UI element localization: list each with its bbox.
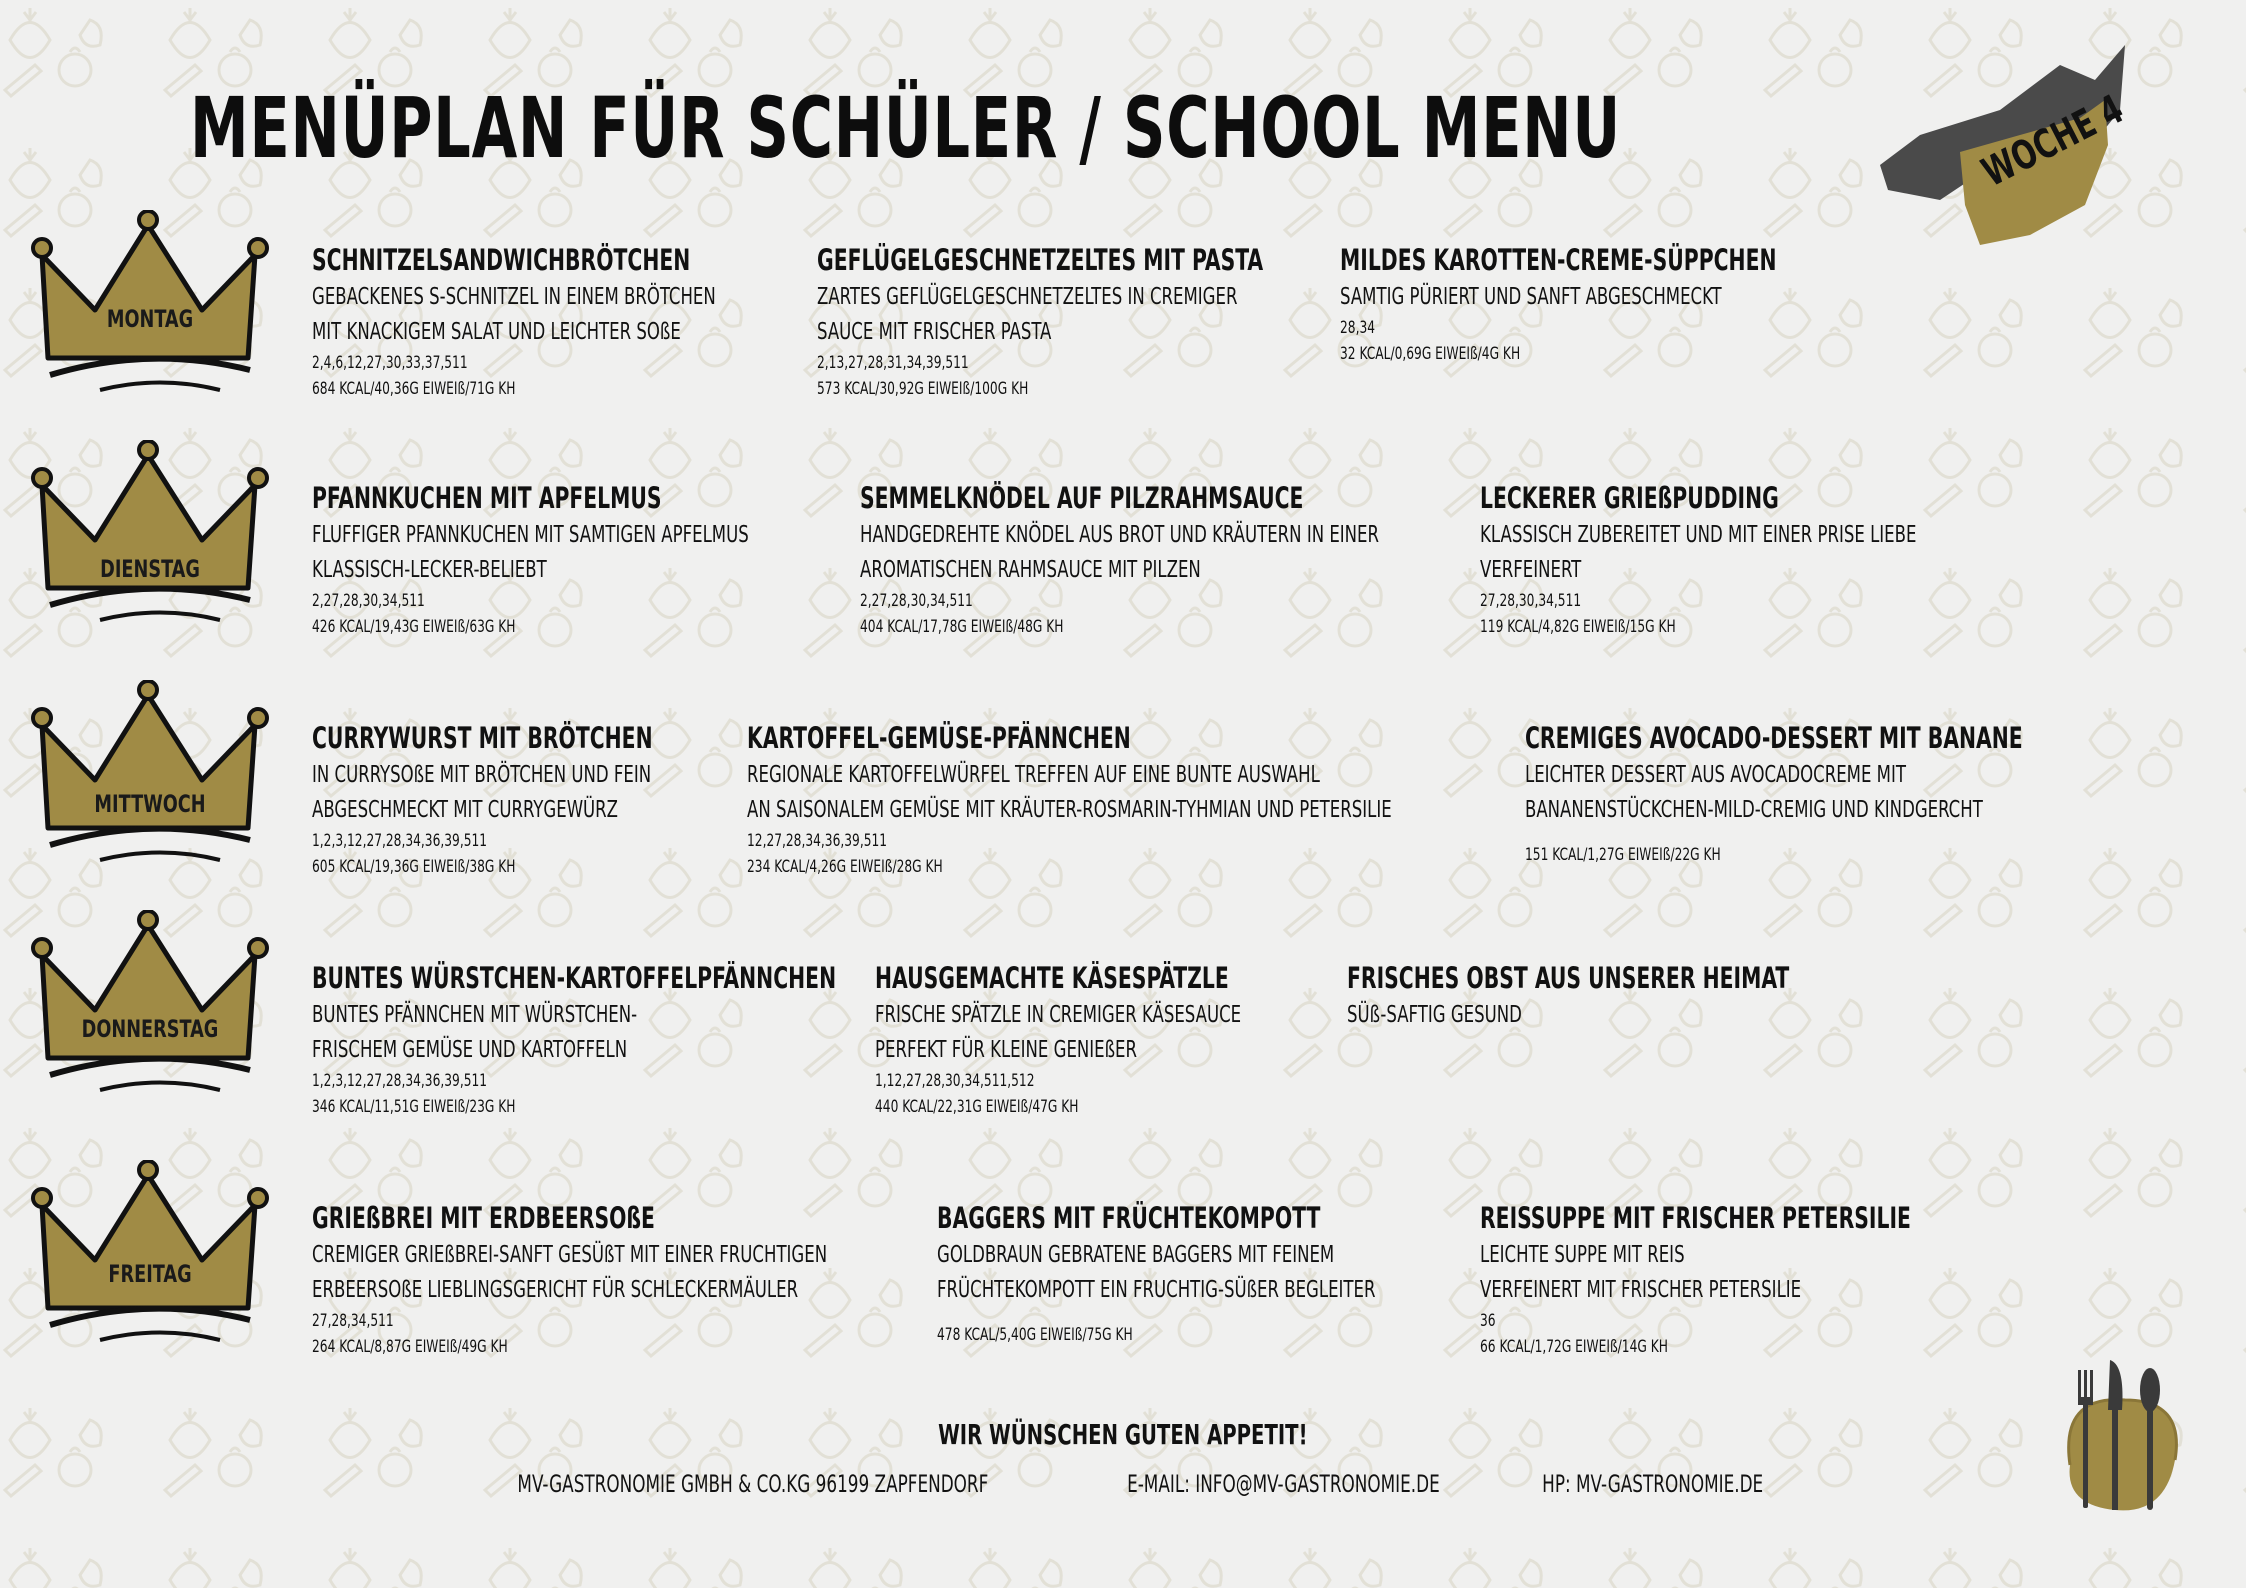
dish-name: BAGGERS MIT FRÜCHTEKOMPOTT — [937, 1201, 1321, 1235]
allergen-codes: 27,28,34,511 — [312, 1311, 394, 1331]
menu-item — [312, 1198, 956, 1360]
dish-description: VERFEINERT MIT FRISCHER PETERSILIE — [1480, 1277, 1802, 1303]
menu-item — [875, 958, 1333, 1120]
nutrition-info: 404 KCAL/17,78G EIWEIß/48G KH — [860, 617, 1064, 637]
crown-mittwoch — [30, 680, 270, 880]
dish-description: REGIONALE KARTOFFELWÜRFEL TREFFEN AUF EINE BUNTE AUSWAHL — [747, 762, 1320, 788]
dish-description: GOLDBRAUN GEBRATENE BAGGERS MIT FEINEM — [937, 1242, 1335, 1268]
dish-description: IN CURRYSOßE MIT BRÖTCHEN UND FEIN — [312, 762, 652, 788]
dish-description: KLASSISCH ZUBEREITET UND MIT EINER PRISE LIEBE — [1480, 522, 1917, 548]
crown-donnerstag — [30, 910, 270, 1110]
dish-name: LECKERER GRIEßPUDDING — [1480, 481, 1779, 515]
dish-description: ABGESCHMECKT MIT CURRYGEWÜRZ — [312, 797, 619, 823]
dish-description: HANDGEDREHTE KNÖDEL AUS BROT UND KRÄUTERN IN EINER — [860, 522, 1380, 548]
greeting: WIR WÜNSCHEN GUTEN APPETIT! — [938, 1418, 1308, 1451]
week-label: WOCHE 4 — [1975, 86, 2131, 196]
dish-name: CREMIGES AVOCADO-DESSERT MIT BANANE — [1525, 721, 2023, 755]
allergen-codes: 28,34 — [1340, 318, 1376, 338]
week-badge — [1880, 40, 2140, 270]
allergen-codes: 2,13,27,28,31,34,39,511 — [817, 353, 969, 373]
dish-description: FLUFFIGER PFANNKUCHEN MIT SAMTIGEN APFELMUS — [312, 522, 749, 548]
company-info: MV-GASTRONOMIE GMBH & CO.KG 96199 ZAPFENDORF — [517, 1470, 989, 1498]
contact-line — [0, 1470, 2246, 1498]
dish-description: FRÜCHTEKOMPOTT EIN FRUCHTIG-SÜßER BEGLEITER — [937, 1277, 1376, 1303]
day-label: MITTWOCH — [94, 790, 206, 818]
nutrition-info: 346 KCAL/11,51G EIWEIß/23G KH — [312, 1097, 516, 1117]
cutlery-icon — [2050, 1345, 2200, 1515]
dish-description: VERFEINERT — [1480, 557, 1582, 583]
dish-description: FRISCHE SPÄTZLE IN CREMIGER KÄSESAUCE — [875, 1002, 1242, 1028]
dish-description: LEICHTER DESSERT AUS AVOCADOCREME MIT — [1525, 762, 1906, 788]
dish-description: FRISCHEM GEMÜSE UND KARTOFFELN — [312, 1037, 628, 1063]
dish-name: GRIEßBREI MIT ERDBEERSOßE — [312, 1201, 655, 1235]
day-label: DIENSTAG — [100, 555, 200, 583]
crown-dienstag — [30, 440, 270, 640]
nutrition-info: 151 KCAL/1,27G EIWEIß/22G KH — [1525, 845, 1721, 865]
dish-name: HAUSGEMACHTE KÄSESPÄTZLE — [875, 961, 1229, 995]
dish-description: BUNTES PFÄNNCHEN MIT WÜRSTCHEN- — [312, 1002, 638, 1028]
dish-name: MILDES KAROTTEN-CREME-SÜPPCHEN — [1340, 243, 1777, 277]
menu-item — [1480, 478, 2026, 640]
nutrition-info: 426 KCAL/19,43G EIWEIß/63G KH — [312, 617, 516, 637]
allergen-codes: 36 — [1480, 1311, 1496, 1331]
allergen-codes: 27,28,30,34,511 — [1480, 591, 1582, 611]
dish-name: PFANNKUCHEN MIT APFELMUS — [312, 481, 662, 515]
crown-montag — [30, 210, 270, 410]
page-title: MENÜPLAN FÜR SCHÜLER / SCHOOL MENU — [190, 79, 1622, 177]
menu-item — [312, 718, 749, 880]
allergen-codes: 1,12,27,28,30,34,511,512 — [875, 1071, 1035, 1091]
menu-item — [1480, 1198, 2032, 1360]
crown-icon — [30, 440, 270, 640]
dish-name: BUNTES WÜRSTCHEN-KARTOFFELPFÄNNCHEN — [312, 961, 837, 995]
menu-item — [1340, 240, 1900, 367]
dish-name: SCHNITZELSANDWICHBRÖTCHEN — [312, 243, 691, 277]
day-label: DONNERSTAG — [81, 1015, 219, 1043]
dish-name: GEFLÜGELGESCHNETZELTES MIT PASTA — [817, 243, 1264, 277]
allergen-codes: 2,4,6,12,27,30,33,37,511 — [312, 353, 468, 373]
dish-name: SEMMELKNÖDEL AUF PILZRAHMSAUCE — [860, 481, 1304, 515]
allergen-codes: 1,2,3,12,27,28,34,36,39,511 — [312, 831, 488, 851]
dish-description: LEICHTE SUPPE MIT REIS — [1480, 1242, 1685, 1268]
menu-item — [312, 478, 858, 640]
dish-description: ZARTES GEFLÜGELGESCHNETZELTES IN CREMIGER — [817, 284, 1238, 310]
crown-icon — [30, 680, 270, 880]
menu-item — [860, 478, 1509, 640]
dish-name: REISSUPPE MIT FRISCHER PETERSILIE — [1480, 1201, 1911, 1235]
menu-item — [1347, 958, 1914, 1033]
website-link[interactable]: HP: MV-GASTRONOMIE.DE — [1542, 1470, 1764, 1498]
nutrition-info: 573 KCAL/30,92G EIWEIß/100G KH — [817, 379, 1029, 399]
nutrition-info: 605 KCAL/19,36G EIWEIß/38G KH — [312, 857, 516, 877]
menu-item — [747, 718, 1553, 880]
allergen-codes: 1,2,3,12,27,28,34,36,39,511 — [312, 1071, 488, 1091]
allergen-codes: 2,27,28,30,34,511 — [860, 591, 973, 611]
dish-name: KARTOFFEL-GEMÜSE-PFÄNNCHEN — [747, 721, 1131, 755]
nutrition-info: 264 KCAL/8,87G EIWEIß/49G KH — [312, 1337, 508, 1357]
allergen-codes: 12,27,28,34,36,39,511 — [747, 831, 888, 851]
dish-description: GEBACKENES S-SCHNITZEL IN EINEM BRÖTCHEN — [312, 284, 716, 310]
crown-freitag — [30, 1160, 270, 1360]
nutrition-info: 32 KCAL/0,69G EIWEIß/4G KH — [1340, 344, 1521, 364]
nutrition-info: 440 KCAL/22,31G EIWEIß/47G KH — [875, 1097, 1079, 1117]
menu-item — [312, 240, 817, 402]
dish-description: CREMIGER GRIEßBREI-SANFT GESÜßT MIT EINER FRUCHTIGEN — [312, 1242, 828, 1268]
email-link[interactable]: E-MAIL: INFO@MV-GASTRONOMIE.DE — [1126, 1470, 1440, 1498]
dish-description: AN SAISONALEM GEMÜSE MIT KRÄUTER-ROSMARIN-TYHMIAN UND PETERSILIE — [747, 797, 1392, 823]
dish-description: BANANENSTÜCKCHEN-MILD-CREMIG UND KINDGERCHT — [1525, 797, 1983, 823]
crown-icon — [30, 910, 270, 1110]
nutrition-info: 684 KCAL/40,36G EIWEIß/71G KH — [312, 379, 516, 399]
menu-item — [817, 240, 1389, 402]
dish-description: MIT KNACKIGEM SALAT UND LEICHTER SOßE — [312, 319, 681, 345]
nutrition-info: 66 KCAL/1,72G EIWEIß/14G KH — [1480, 1337, 1668, 1357]
allergen-codes: 2,27,28,30,34,511 — [312, 591, 425, 611]
dish-description: SÜß-SAFTIG GESUND — [1347, 1002, 1522, 1028]
dish-description: ERBEERSOßE LIEBLINGSGERICHT FÜR SCHLECKERMÄULER — [312, 1277, 799, 1303]
day-label: MONTAG — [106, 305, 194, 333]
dish-description: SAMTIG PÜRIERT UND SANFT ABGESCHMECKT — [1340, 284, 1722, 310]
dish-name: FRISCHES OBST AUS UNSERER HEIMAT — [1347, 961, 1790, 995]
day-label: FREITAG — [108, 1260, 192, 1288]
nutrition-info: 119 KCAL/4,82G EIWEIß/15G KH — [1480, 617, 1676, 637]
nutrition-info: 478 KCAL/5,40G EIWEIß/75G KH — [937, 1325, 1133, 1345]
menu-item — [1525, 718, 2163, 868]
dish-description: KLASSISCH-LECKER-BELIEBT — [312, 557, 547, 583]
dish-name: CURRYWURST MIT BRÖTCHEN — [312, 721, 653, 755]
menu-item — [937, 1198, 1485, 1348]
dish-description: AROMATISCHEN RAHMSAUCE MIT PILZEN — [860, 557, 1201, 583]
dish-description: PERFEKT FÜR KLEINE GENIEßER — [875, 1037, 1138, 1063]
dish-description: SAUCE MIT FRISCHER PASTA — [817, 319, 1052, 345]
nutrition-info: 234 KCAL/4,26G EIWEIß/28G KH — [747, 857, 943, 877]
